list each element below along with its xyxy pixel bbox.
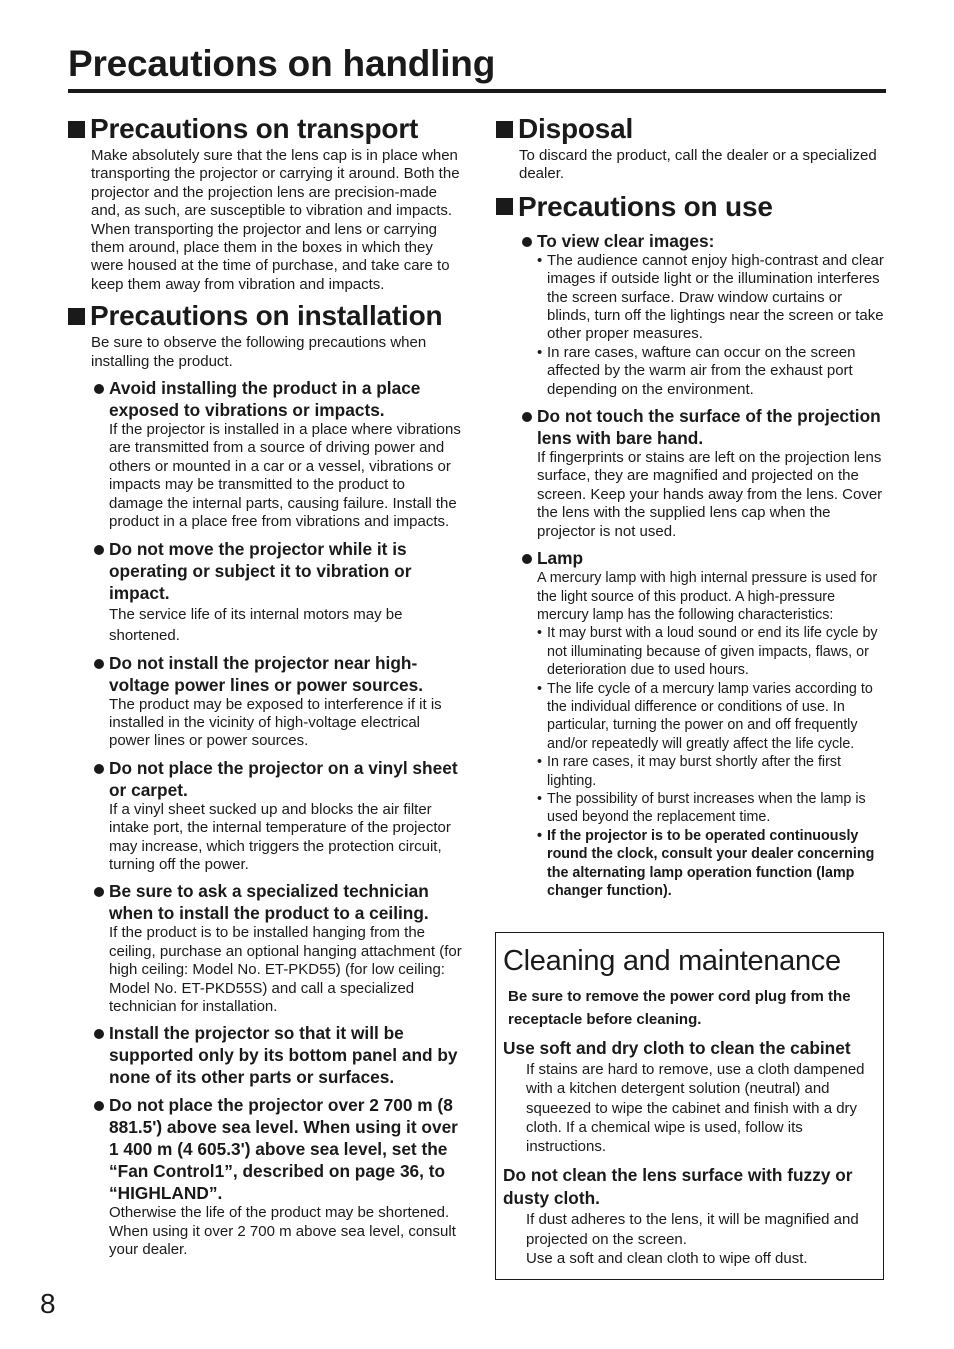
installation-item — [94, 1094, 463, 1259]
bullet-dot-icon — [94, 1101, 104, 1111]
list-item: • In rare cases, wafture can occur on the screen affected by the warm air from the exhaust port depending on the environment. — [537, 343, 856, 398]
installation-item — [94, 880, 463, 1016]
cabinet-heading: Use soft and dry cloth to clean the cabinet — [503, 1038, 851, 1058]
disposal-text: To discard the product, call the dealer or a specialized dealer. — [519, 147, 877, 183]
bullet-dot-icon — [522, 554, 532, 564]
lens-cleaning-heading: Do not clean the lens surface with fuzzy or dusty cloth. — [503, 1165, 853, 1209]
maintenance-warning: Be sure to remove the power cord plug from the receptacle before cleaning. — [508, 988, 851, 1028]
installation-item — [94, 377, 463, 531]
installation-intro: Be sure to observe the following precautions when installing the product. — [91, 334, 427, 370]
installation-item-text: The product may be exposed to interference if it is installed in the vicinity of high-voltage electrical power lines or power sources. — [109, 695, 442, 750]
use-item-title: Do not touch the surface of the projection lens with bare hand. — [537, 406, 881, 449]
use-item-lamp — [522, 547, 886, 900]
installation-item-text: If the projector is installed in a place where vibrations are transmitted from a source of driving power and others or mounted in a car or a vessel, vibrations or impacts may be transmitted to the product to damage the internal parts, causing failure. Install the product in a place free from vibrations and impacts. — [109, 421, 461, 531]
list-item-important: • If the projector is to be operated continuously round the clock, consult your dealer concerning the alternating lamp operation function (lamp changer function). — [537, 827, 875, 899]
bullet-dot-icon — [94, 887, 104, 897]
installation-item-text: If a vinyl sheet sucked up and blocks the air filter intake port, the internal temperature of the projector may increase, which triggers the protection circuit, turning off the power. — [109, 800, 451, 873]
list-item: • The audience cannot enjoy high-contrast and clear images if outside light or the illumination interferes the screen surface. Draw window curtains or blinds, turn off the lightings near the screen or take other proper measures. — [537, 251, 884, 343]
list-item: • The life cycle of a mercury lamp varies according to the individual difference or conditions of use. In particular, turning the power on and off frequently and/or repeatedly will greatly affect the life cycle. — [537, 680, 873, 752]
installation-item — [94, 652, 463, 751]
cabinet-text: If stains are hard to remove, use a cloth dampened with a kitchen detergent solution (neutral) and squeezed to wipe the cabinet and finish with a dry cloth. If a chemical wipe is used, follow its instructions. — [526, 1061, 865, 1156]
installation-item — [94, 538, 463, 646]
bullet-dot-icon — [522, 412, 532, 422]
use-item-title: Lamp — [537, 548, 584, 569]
left-column — [68, 112, 463, 1260]
maintenance-title: Cleaning and maintenance — [503, 945, 841, 977]
transport-heading — [68, 112, 463, 146]
installation-item-title: Install the projector so that it will be supported only by its bottom panel and by none of its other parts or surfaces. — [109, 1023, 458, 1088]
bullet-dot-icon — [94, 764, 104, 774]
clear-images-list — [537, 252, 886, 399]
lens-cleaning-text-2: Use a soft and clean cloth to wipe off dust. — [526, 1250, 808, 1268]
use-item-title: To view clear images: — [537, 230, 715, 251]
installation-item-title: Do not install the projector near high-voltage power lines or power sources. — [109, 652, 424, 695]
disposal-heading — [496, 112, 886, 146]
installation-item-text: The service life of its internal motors may be shortened. — [109, 605, 403, 644]
use-item-clear-images — [522, 230, 886, 399]
installation-item — [94, 1022, 463, 1088]
installation-item-title: Do not move the projector while it is operating or subject it to vibration or impact. — [109, 538, 412, 603]
maintenance-box — [495, 932, 884, 1280]
list-item: • The possibility of burst increases when the lamp is used beyond the replacement time. — [537, 790, 866, 826]
use-item-text: A mercury lamp with high internal pressure is used for the light source of this product. A high-pressure mercury lamp has the following characteristics: — [537, 570, 878, 623]
bullet-dot-icon — [94, 384, 104, 394]
page-title: Precautions on handling — [68, 40, 886, 93]
disposal-heading-text: Disposal — [518, 113, 634, 144]
installation-item-title: Avoid installing the product in a place exposed to vibrations or impacts. — [109, 378, 421, 421]
installation-heading — [68, 299, 463, 333]
page-number: 8 — [40, 1288, 56, 1319]
bullet-dot-icon — [94, 659, 104, 669]
installation-item-text: Otherwise the life of the product may be shortened. When using it over 2 700 m above sea level, consult your dealer. — [109, 1204, 456, 1259]
installation-item-title: Be sure to ask a specialized technician when to install the product to a ceiling. — [109, 881, 429, 924]
transport-heading-text: Precautions on transport — [90, 113, 419, 144]
use-heading — [496, 190, 886, 224]
list-item: • In rare cases, it may burst shortly after the first lighting. — [537, 754, 841, 789]
use-item-text: If fingerprints or stains are left on the projection lens surface, they are magnified and projected on the screen. Keep your hands away from the lens. Cover the lens with the supplied lens cap when the projector is not used. — [537, 449, 883, 540]
installation-item-text: If the product is to be installed hanging from the ceiling, purchase an optional hanging attachment (for high ceiling: Model No. ET-PKD55) (for low ceiling: Model No. ET-PKD55S) and call a specialized technician for installation. — [109, 924, 462, 1015]
use-item-lens — [522, 405, 886, 541]
bullet-dot-icon — [94, 1029, 104, 1039]
square-bullet-icon — [496, 121, 513, 138]
bullet-dot-icon — [522, 237, 532, 247]
use-heading-text: Precautions on use — [518, 190, 773, 222]
installation-item — [94, 757, 463, 875]
lamp-list — [537, 624, 886, 900]
list-item: • It may burst with a loud sound or end its life cycle by not illuminating because of given impacts, flaws, or deterioration due to used hours. — [537, 625, 878, 679]
installation-item-title: Do not place the projector over 2 700 m (8 881.5') above sea level. When using it over 1 400 m (4 605.3') above sea level, set the “Fan Control1”, described on page 36, to “HIGHLAND”. — [109, 1095, 458, 1204]
transport-text: Make absolutely sure that the lens cap is in place when transporting the projector or carrying it around. Both the projector and the projection lens are precision-made and, as such, are susceptible to vibration and impacts. When transporting the projector and lens or carrying them around, place them in the boxes in which they were housed at the time of purchase, and take care to keep them away from vibration and impacts. — [91, 147, 460, 293]
square-bullet-icon — [68, 308, 85, 325]
installation-item-title: Do not place the projector on a vinyl sheet or carpet. — [109, 757, 458, 800]
square-bullet-icon — [68, 121, 85, 138]
right-column — [496, 112, 886, 900]
square-bullet-icon — [496, 198, 513, 215]
lens-cleaning-text: If dust adheres to the lens, it will be magnified and projected on the screen. — [526, 1211, 859, 1248]
installation-heading-text: Precautions on installation — [90, 300, 443, 332]
bullet-dot-icon — [94, 545, 104, 555]
